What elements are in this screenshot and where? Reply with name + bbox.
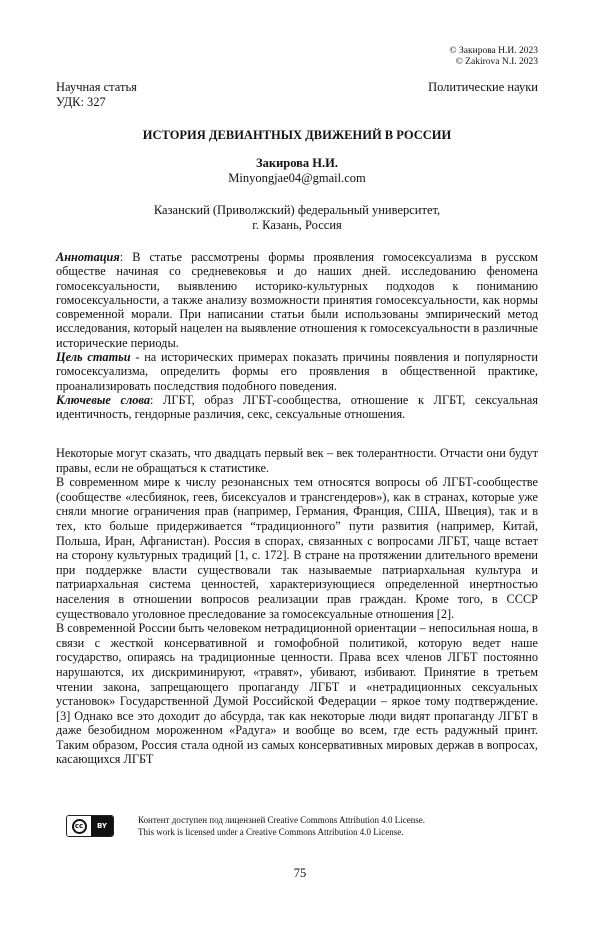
goal-text: - на исторических примерах показать причины появления и популярности гомосексуализма, определить формы его проявления в общественной практике, проанализировать последствия подобного поведения.	[56, 350, 538, 393]
by-icon: BY	[91, 816, 113, 836]
keywords-label: Ключевые слова	[56, 392, 150, 407]
annotation-label: Аннотация	[56, 250, 120, 264]
copyright-line-en: © Zakirova N.I. 2023	[455, 57, 538, 67]
article-section: Политические науки	[428, 80, 538, 94]
copyright-notice	[449, 46, 538, 68]
affiliation-line-2: г. Казань, Россия	[252, 218, 342, 232]
abstract-block	[56, 250, 538, 422]
author-block	[56, 156, 538, 186]
cc-icon: cc	[72, 819, 87, 834]
goal-paragraph	[56, 350, 538, 393]
annotation-paragraph	[56, 250, 538, 350]
license-text	[138, 814, 425, 838]
keywords-paragraph	[56, 393, 538, 422]
annotation-text: : В статье рассмотрены формы проявления гомосексуализма в русском обществе начиная со средневековья и до наших дней. исследованию феномена гомосексуальности, выявлению историко-культурных подходов к пониманию гомосексуальности, а также анализу возможности принятия гомосексуальности, как нормы современной морали. При написании статьи были использованы эмпирический метод исследования, который нацелен на выявление отношения к гомосексуальности в различные исторические периоды.	[56, 250, 538, 350]
udk-code: УДК: 327	[56, 95, 106, 109]
article-body	[56, 446, 538, 767]
cc-by-badge[interactable]	[66, 815, 114, 837]
keywords-text: : ЛГБТ, образ ЛГБТ-сообщества, отношение к ЛГБТ, сексуальная идентичность, гендорные различия, секс, сексуальные отношения.	[56, 392, 538, 422]
copyright-line-ru: © Закирова Н.И. 2023	[449, 46, 538, 56]
body-paragraph: В современной России быть человеком нетрадиционной ориентации – непосильная ноша, в связи с жесткой консервативной и гомофобной политикой, которую ведет наше государство, опираясь на традиционные ценности. Права всех членов ЛГБТ постоянно нарушаются, их дискриминируют, «травят», убивают, избивают. Принятие в третьем чтении закона, запрещающего пропаганду ЛГБТ и «нетрадиционных сексуальных установок» Государственной Думой Российской Федерации – яркое тому подтверждение. [3] Однако все это доходит до абсурда, так как некоторые люди видят пропаганду ЛГБТ в даже безобидном мороженном «Радуга» и вообще во всем, где есть радужный принт. Таким образом, Россия стала одной из самых консервативных мировых держав в вопросах, касающихся ЛГБТ	[56, 621, 538, 767]
body-paragraph: Некоторые могут сказать, что двадцать первый век – век толерантности. Отчасти они будут правы, если не обращаться к статистике.	[56, 446, 538, 475]
article-title: ИСТОРИЯ ДЕВИАНТНЫХ ДВИЖЕНИЙ В РОССИИ	[142, 128, 452, 142]
page-number: 75	[293, 866, 307, 880]
author-name: Закирова Н.И.	[256, 156, 338, 170]
license-block	[66, 814, 425, 838]
article-type: Научная статья	[56, 80, 137, 94]
license-text-en: This work is licensed under a Creative Commons Attribution 4.0 License.	[138, 827, 404, 837]
author-email: Minyongjae04@gmail.com	[228, 171, 366, 185]
affiliation-line-1: Казанский (Приволжский) федеральный университет,	[153, 203, 441, 217]
license-text-ru: Контент доступен под лицензией Creative Commons Attribution 4.0 License.	[138, 815, 426, 825]
affiliation	[56, 203, 538, 233]
goal-label: Цель статьи	[56, 350, 131, 365]
body-paragraph: В современном мире к числу резонансных тем относятся вопросы об ЛГБТ-сообществе (сообществе «лесбиянок, геев, бисексуалов и трансгендеров»), как в странах, которые уже сняли многие ограничения прав (например, Германия, Франция, США, Швеция), так и в тех, кто больше придерживается “традиционного” пути развития (например, Китай, Польша, Иран, Афганистан). Россия в спорах, связанных с вопросами ЛГБТ, чаще встает на сторону культурных традиций [1, с. 172]. В стране на протяжении длительного времени при поддержке власти существовали так называемые патриархальная культура и патриархальная система ценностей, характеризующиеся определенной инертностью населения в отношении вопросов реализации прав граждан. Кроме того, в СССР существовало уголовное преследование за гомосексуальные отношения [2].	[56, 475, 538, 621]
article-meta	[56, 80, 538, 110]
